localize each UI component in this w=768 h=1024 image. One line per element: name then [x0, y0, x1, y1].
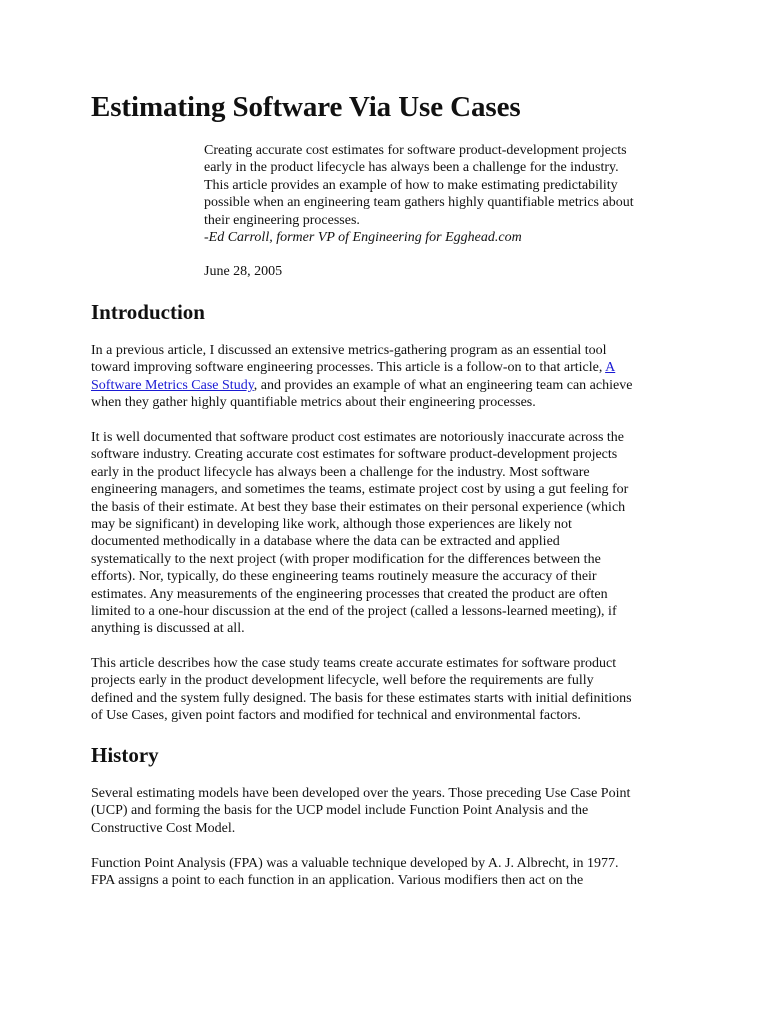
paragraph-line: software industry. Creating accurate cost estimates for software product-development projects — [91, 447, 618, 463]
publication-date: June 28, 2005 — [204, 264, 283, 279]
introduction-paragraph-1 — [91, 342, 691, 412]
paragraph-line: may be significant) in developing like work, although those experiences are likely not — [91, 517, 572, 533]
abstract-line: Creating accurate cost estimates for software product-development projects — [204, 143, 627, 158]
paragraph-line: This article describes how the case study teams create accurate estimates for software product — [91, 656, 617, 671]
paragraph-line: Several estimating models have been developed over the years. Those preceding Use Case Point — [91, 786, 631, 801]
paragraph-line: Constructive Cost Model. — [91, 820, 236, 836]
paragraph-line: the basis of their estimate. At best they base their estimates on their personal experience (which — [91, 499, 626, 515]
article-link-part-1[interactable]: A — [605, 360, 616, 376]
section-heading-history: History — [91, 743, 159, 767]
history-paragraph-1 — [91, 785, 691, 837]
abstract-byline: -Ed Carroll, former VP of Engineering for Egghead.com — [204, 230, 522, 246]
abstract-line: their engineering processes. — [204, 212, 360, 228]
paragraph-line: It is well documented that software product cost estimates are notoriously inaccurate across the — [91, 430, 624, 445]
paragraph-text: , and provides an example of what an engineering team can achieve — [253, 377, 633, 393]
paragraph-line: FPA assigns a point to each function in an application. Various modifiers then act on the — [91, 873, 584, 889]
paragraph-line: efforts). Nor, typically, do these engineering teams routinely measure the accuracy of their — [91, 569, 597, 585]
abstract-block — [204, 142, 684, 246]
paragraph-line: early in the product lifecycle has always been a challenge for the industry. Most software — [91, 464, 590, 480]
paragraph-line — [91, 359, 691, 376]
paragraph-line: systematically to the next project (with proper modification for the differences between the — [91, 551, 601, 567]
history-paragraph-2 — [91, 855, 691, 890]
paragraph-line: Function Point Analysis (FPA) was a valuable technique developed by A. J. Albrecht, in 1977. — [91, 856, 619, 871]
paragraph-line: projects early in the product development lifecycle, well before the requirements are fully — [91, 673, 594, 689]
paragraph-line: (UCP) and forming the basis for the UCP model include Function Point Analysis and the — [91, 803, 589, 819]
paragraph-line: engineering managers, and sometimes the teams, estimate project cost by using a gut feeling for — [91, 482, 629, 498]
abstract-line: This article provides an example of how to make estimating predictability — [204, 177, 618, 193]
paragraph-line: anything is discussed at all. — [91, 621, 245, 637]
introduction-paragraph-2 — [91, 429, 691, 638]
document-title: Estimating Software Via Use Cases — [91, 91, 521, 123]
paragraph-line: of Use Cases, given point factors and modified for technical and environmental factors. — [91, 708, 581, 724]
paragraph-line — [91, 377, 691, 394]
paragraph-line: limited to a one-hour discussion at the end of the project (called a lessons-learned meeting), if — [91, 604, 617, 620]
paragraph-line: In a previous article, I discussed an extensive metrics-gathering program as an essential tool — [91, 343, 607, 358]
abstract-line: early in the product lifecycle has always been a challenge for the industry. — [204, 160, 619, 176]
paragraph-line: when they gather highly quantifiable metrics about their engineering processes. — [91, 395, 536, 411]
paragraph-line: estimates. Any measurements of the engineering processes that created the product are often — [91, 586, 608, 602]
abstract-text — [204, 142, 684, 229]
paragraph-line: documented methodically in a database where the data can be extracted and applied — [91, 534, 560, 550]
introduction-paragraph-3 — [91, 655, 691, 725]
article-link-part-2[interactable]: Software Metrics Case Study — [91, 377, 254, 393]
section-heading-introduction: Introduction — [91, 300, 205, 324]
abstract-line: possible when an engineering team gathers highly quantifiable metrics about — [204, 195, 634, 211]
paragraph-line: defined and the system fully designed. The basis for these estimates starts with initial definitions — [91, 690, 632, 706]
paragraph-text: toward improving software engineering processes. This article is a follow-on to that article, — [91, 360, 606, 376]
